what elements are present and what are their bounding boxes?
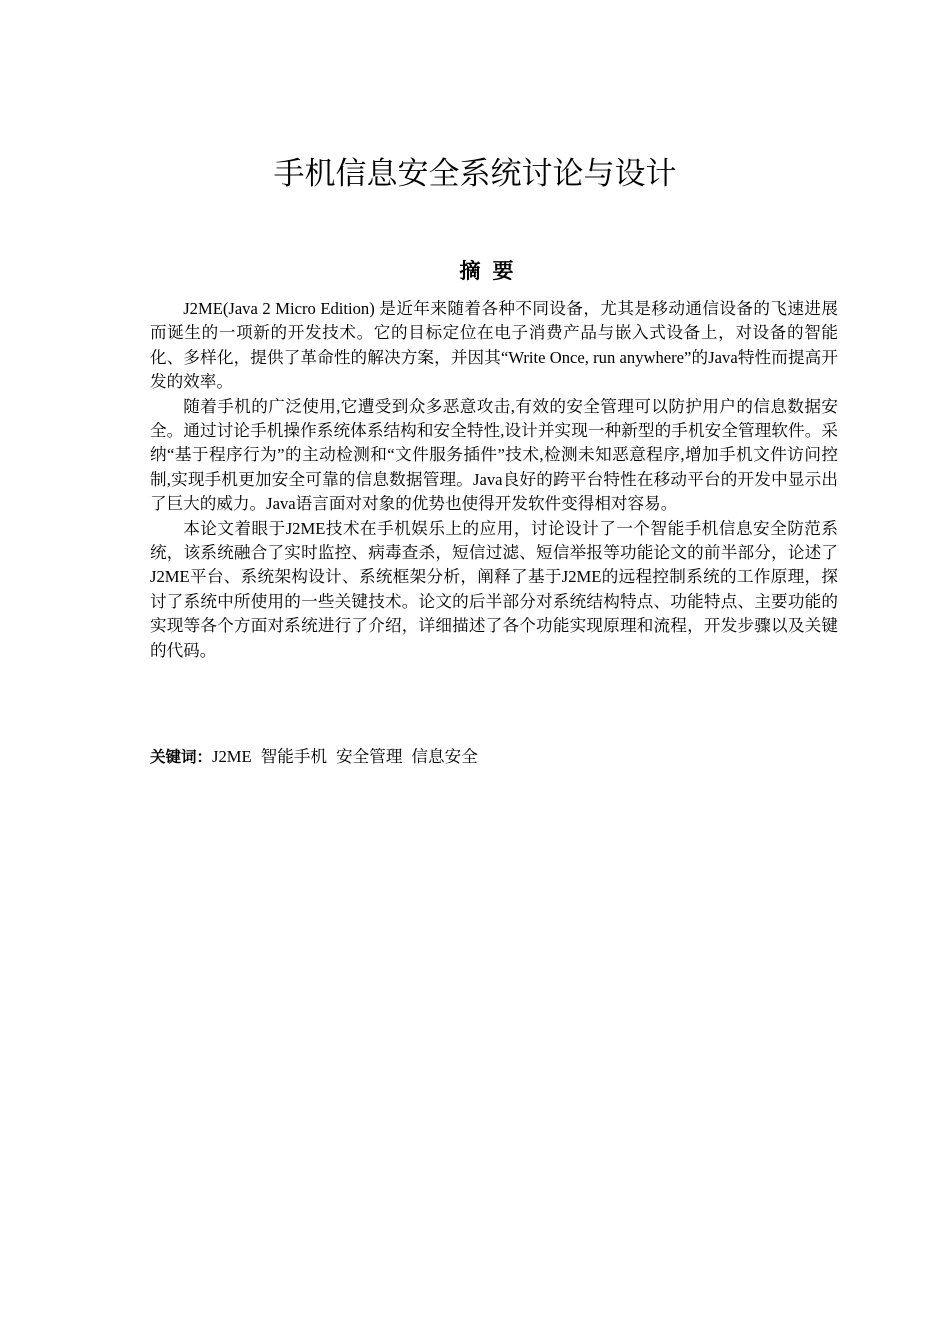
- keyword-item: 安全管理: [336, 747, 403, 766]
- keywords-label: 关键词：: [150, 748, 213, 766]
- abstract-heading: 摘要: [459, 259, 526, 283]
- keyword-item: J2ME: [212, 747, 252, 766]
- document-title: 手机信息安全系统讨论与设计: [273, 156, 677, 192]
- abstract-paragraph-3: 本论文着眼于J2ME技术在手机娱乐上的应用，讨论设计了一个智能手机信息安全防范系统，该系统融合了实时监控、病毒查杀，短信过滤、短信举报等功能论文的前半部分，论述了J2ME平台、系统架构设计、系统框架分析，阐释了基于J2ME的远程控制系统的工作原理，探讨了系统中所使用的一些关键技术。论文的后半部分对系统结构特点、功能特点、主要功能的实现等各个方面对系统进行了介绍，详细描述了各个功能实现原理和流程，开发步骤以及关键的代码。: [150, 518, 838, 660]
- keyword-item: 智能手机: [260, 747, 328, 766]
- abstract-paragraph-1: J2ME(Java 2 Micro Edition) 是近年来随着各种不同设备，尤其是移动通信设备的飞速进展而诞生的一项新的开发技术。它的目标定位在电子消费产品与嵌入式设备上，对设备的智能化、多样化，提供了革命性的解决方案，并因其“Write Once, run anywhere”的Java特性而提高开发的效率。: [150, 299, 838, 392]
- abstract-body: [150, 297, 838, 663]
- abstract-paragraph-2: 随着手机的广泛使用,它遭受到众多恶意攻击,有效的安全管理可以防护用户的信息数据安全。通过讨论手机操作系统体系结构和安全特性,设计并实现一种新型的手机安全管理软件。采纳“基于程序行为”的主动检测和“文件服务插件”技术,检测未知恶意程序,增加手机文件访问控制,实现手机更加安全可靠的信息数据管理。Java良好的跨平台特性在移动平台的开发中显示出了巨大的威力。Java语言面对对象的优势也使得开发软件变得相对容易。: [150, 396, 838, 514]
- keyword-item: 信息安全: [411, 747, 478, 766]
- keywords-line: [150, 745, 838, 769]
